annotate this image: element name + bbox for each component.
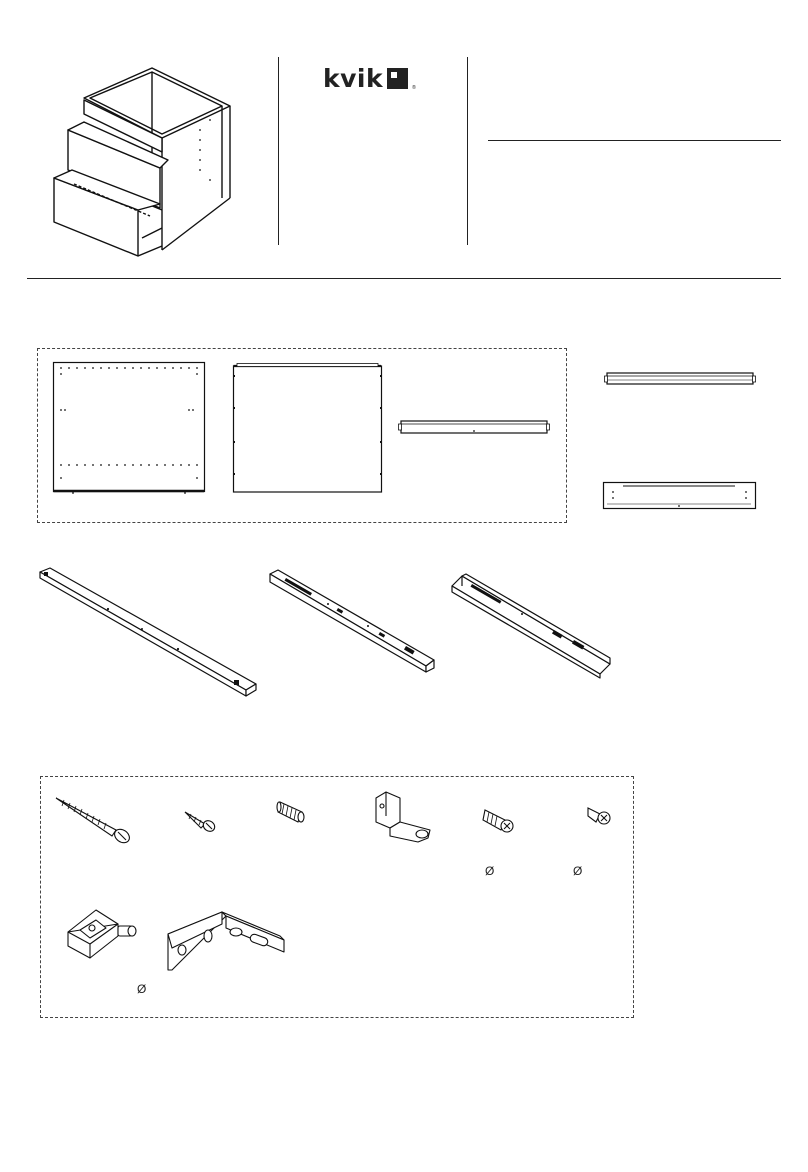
long-screw-icon [54, 796, 132, 844]
dowel-icon [276, 798, 310, 824]
brand-square-icon [387, 68, 408, 89]
side-panel-part [53, 362, 205, 496]
mounting-bracket-icon [370, 790, 436, 842]
registered-icon: ® [412, 85, 416, 91]
back-panel-part [233, 363, 383, 493]
diameter-label: Ø [485, 864, 495, 878]
diameter-label: Ø [137, 982, 147, 996]
brand-logo [323, 64, 416, 93]
brand-name: kvik [323, 64, 384, 93]
header-divider-right [467, 57, 468, 245]
cross-rail-part [398, 420, 550, 436]
cam-connector-icon [481, 806, 517, 834]
header-title-rule [488, 140, 781, 141]
drawer-runner-left-part [268, 568, 438, 672]
cabinet-illustration [50, 60, 240, 260]
header-divider-left [278, 57, 279, 245]
drawer-runner-right-part [450, 572, 612, 678]
drawer-side-rail-part [38, 566, 260, 698]
small-bolt-icon [586, 802, 614, 826]
short-screw-icon [183, 810, 217, 834]
plinth-panel-part [603, 482, 757, 510]
diameter-label: Ø [573, 864, 583, 878]
section-divider [27, 278, 781, 279]
front-fixing-clip-icon [66, 906, 140, 962]
angle-bracket-icon [164, 908, 286, 974]
top-rail-part [604, 372, 756, 386]
